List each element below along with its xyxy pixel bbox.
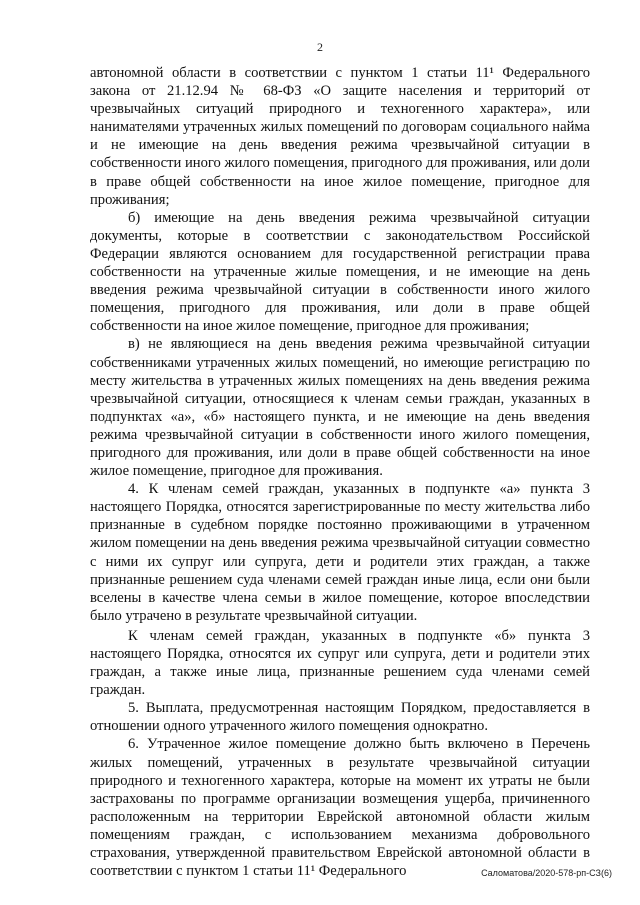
paragraph-item-5: 5. Выплата, предусмотренная настоящим Порядком, предоставляется в отношении одного утраченного жилого помещения однократно. [90, 700, 590, 735]
paragraph-subitem-v: в) не являющиеся на день введения режима чрезвычайной ситуации собственниками утраченных жилых помещений, но имеющие регистрацию по месту жительства в утраченных жилых помещениях на день введения режима чрезвычайной ситуации, относящиеся к членам семьи граждан, указанных в подпунктах «а», «б» настоящего пункта, и не имеющие на день введения режима чрезвычайной ситуации в собственности иного жилого помещения, пригодного для проживания, или доли в праве общей собственности на иное жилое помещение, пригодное для проживания. [90, 336, 590, 480]
footer-document-code: Саломатова/2020-578-рп-СЗ(6) [481, 868, 612, 878]
document-body [90, 64, 590, 880]
paragraph-item-6: 6. Утраченное жилое помещение должно быть включено в Перечень жилых помещений, утраченных в результате чрезвычайной ситуации природного и техногенного характера, которые на момент их утраты не были застрахованы по программе организации возмещения ущерба, причиненного расположенным на территории Еврейской автономной области жилым помещениям граждан, с использованием механизма добровольного страхования, утвержденной правительством Еврейской автономной области в соответствии с пунктом 1 статьи 11¹ Федерального [90, 736, 590, 880]
paragraph-item-4: 4. К членам семей граждан, указанных в подпункте «а» пункта 3 настоящего Порядка, относятся зарегистрированные по месту жительства либо признанные в судебном порядке постоянно проживающими в утраченном жилом помещении на день введения режима чрезвычайной ситуации совместно с ними их супруг или супруга, дети и родители этих граждан, а также признанные решением суда членами семей граждан иные лица, если они были вселены в качестве члена семьи в жилое помещение, которое впоследствии было утрачено в результате чрезвычайной ситуации. [90, 481, 590, 624]
paragraph-item-4-continued: К членам семей граждан, указанных в подпункте «б» пункта 3 настоящего Порядка, относятся их супруг или супруга, дети и родители этих граждан, а также иные лица, признанные решением суда членами семей граждан. [90, 627, 590, 699]
paragraph-subitem-b: б) имеющие на день введения режима чрезвычайной ситуации документы, которые в соответствии с законодательством Российской Федерации являются основанием для государственной регистрации права собственности на утраченные жилые помещения, и не имеющие на день введения режима чрезвычайной ситуации в собственности иного жилого помещения, пригодного для проживания, или доли в праве общей собственности на иное жилое помещение, пригодное для проживания; [90, 209, 590, 335]
paragraph-continuation: автономной области в соответствии с пунктом 1 статьи 11¹ Федерального закона от 21.12.94 № 68-ФЗ «О защите населения и территорий от чрезвычайных ситуаций природного и техногенного характера», или нанимателями утраченных жилых помещений по договорам социального найма и не имеющие на день введения режима чрезвычайной ситуации в собственности иного жилого помещения, пригодного для проживания, или доли в праве общей собственности на иное жилое помещение, пригодное для проживания; [90, 65, 590, 208]
page-number: 2 [317, 40, 323, 54]
